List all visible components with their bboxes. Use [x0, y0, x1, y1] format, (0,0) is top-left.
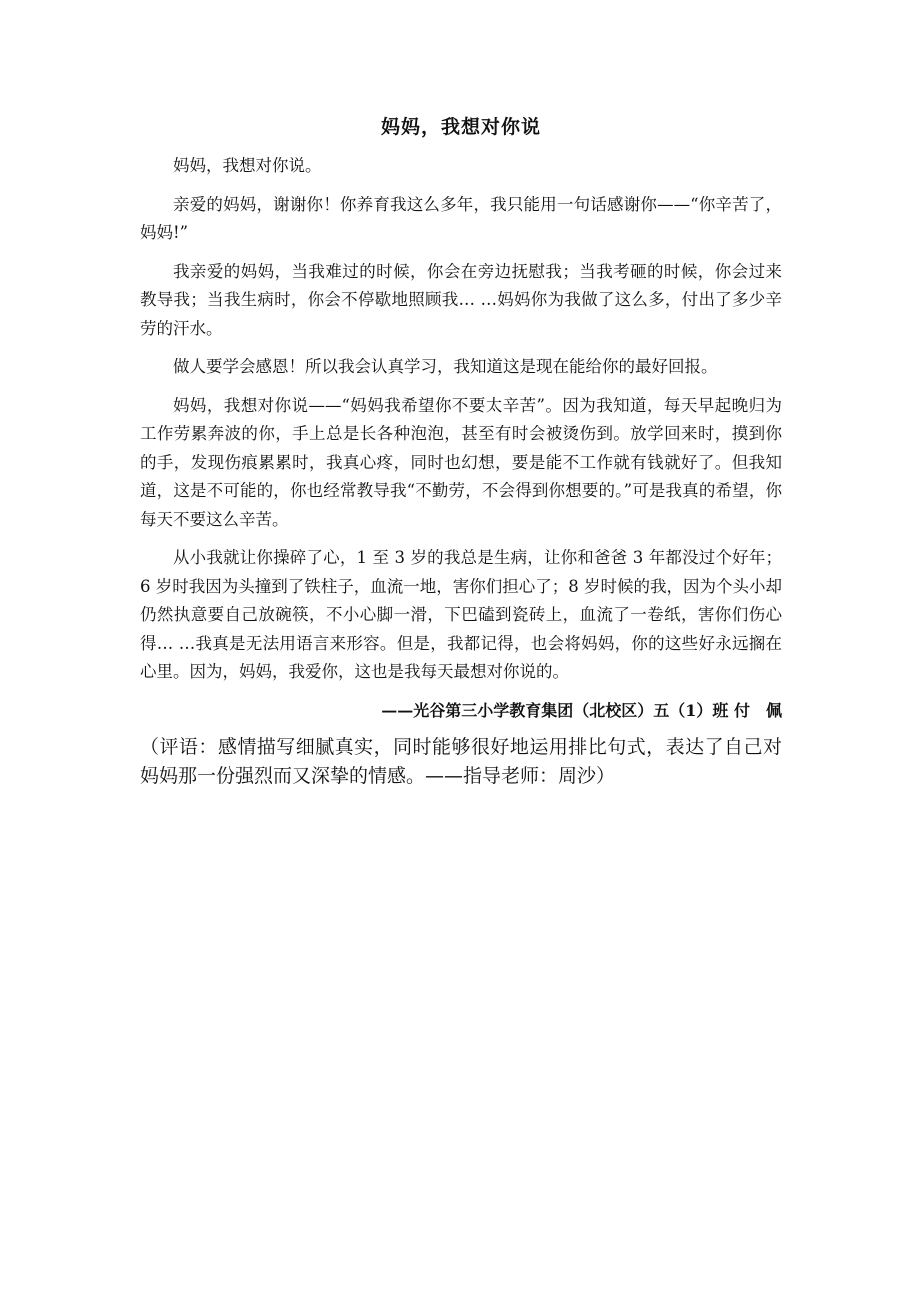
paragraph-2: 亲爱的妈妈，谢谢你！你养育我这么多年，我只能用一句话感谢你——“你辛苦了，妈妈!”	[140, 194, 782, 242]
essay-title: 妈妈，我想对你说	[380, 116, 541, 138]
teacher-comment: （评语：感情描写细腻真实，同时能够很好地运用排比句式，表达了自己对妈妈那一份强烈而又深挚的情感。——指导老师：周沙）	[140, 735, 782, 787]
author-signature: ——光谷第三小学教育集团（北校区）五（1）班 付 佩	[381, 700, 782, 720]
paragraph-6: 从小我就让你操碎了心，1 至 3 岁的我总是生病，让你和爸爸 3 年都没过个好年；6 岁时我因为头撞到了铁柱子，血流一地，害你们担心了；8 岁时候的我，因为个头小却仍然执意要自己放碗筷，不小心脚一滑，下巴磕到瓷砖上，血流了一卷纸，害你们伤心得… …我真是无法用语言来形容。但是，我都记得，也会将妈妈，你的这些好永远搁在心里。因为，妈妈，我爱你，这也是我每天最想对你说的。	[140, 548, 782, 681]
paragraph-1: 妈妈，我想对你说。	[173, 156, 322, 175]
document-body	[140, 112, 782, 791]
paragraph-5: 妈妈，我想对你说——“妈妈我希望你不要太辛苦”。因为我知道，每天早起晚归为工作劳累奔波的你，手上总是长各种泡泡，甚至有时会被烫伤到。放学回来时，摸到你的手，发现伤痕累累时，我真心疼，同时也幻想，要是能不工作就有钱就好了。但我知道，这是不可能的，你也经常教导我“不勤劳，不会得到你想要的。”可是我真的希望，你每天不要这么辛苦。	[140, 395, 782, 529]
paragraph-3: 我亲爱的妈妈，当我难过的时候，你会在旁边抚慰我；当我考砸的时候，你会过来教导我；当我生病时，你会不停歇地照顾我… …妈妈你为我做了这么多，付出了多少辛劳的汗水。	[140, 261, 782, 338]
paragraph-4: 做人要学会感恩！所以我会认真学习，我知道这是现在能给你的最好回报。	[173, 357, 718, 376]
